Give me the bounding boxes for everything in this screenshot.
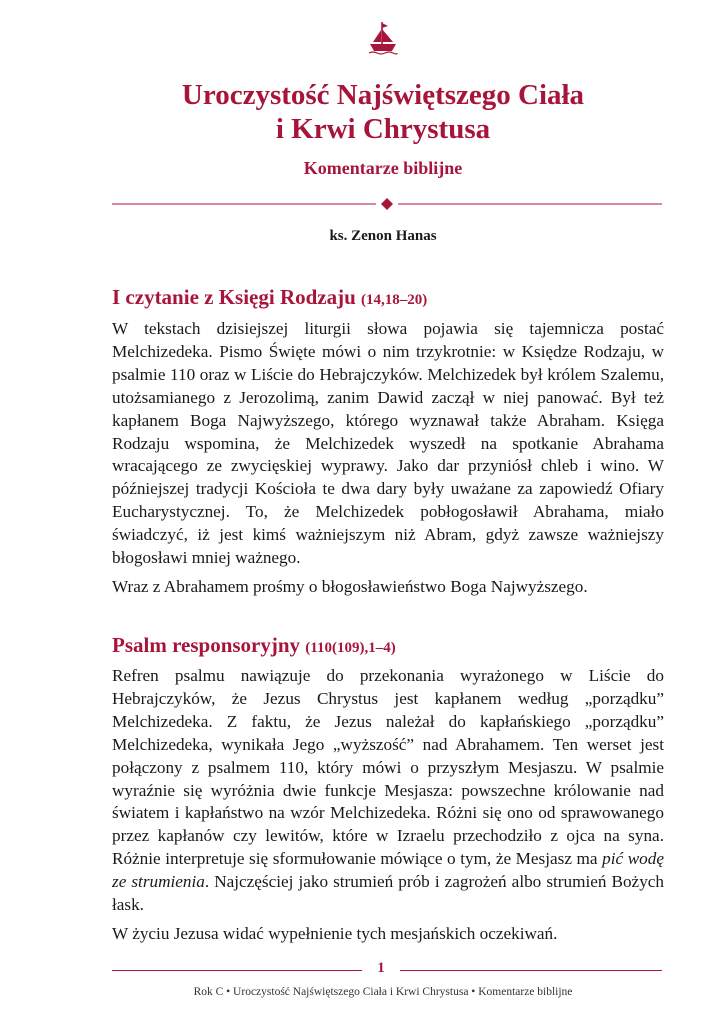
paragraph-text: . Najczęściej jako strumień prób i zagrożeń albo strumień Bożych łask. (112, 872, 665, 915)
page-number: 1 (377, 960, 385, 976)
paragraph: W życiu Jezusa widać wypełnienie tych mesjańskich oczekiwań. (112, 923, 558, 943)
ornamental-divider (112, 196, 662, 212)
ship-icon (367, 20, 399, 56)
section-body-first-reading (112, 318, 664, 599)
section-reference: (110(109),1–4) (305, 640, 396, 656)
paragraph: Wraz z Abrahamem prośmy o błogosławieństwo Boga Najwyższego. (112, 576, 588, 596)
section-reference: (14,18–20) (361, 292, 428, 308)
section-heading-psalm (112, 632, 396, 661)
paragraph-text: Refren psalmu nawiązuje do przekonania wyrażonego w Liście do Hebrajczyków, że Jezus Chrystus jest kapłanem według „porządku” Melchizedeka. Z faktu, że Jezus należał do kapłańskiego „porządku” Melchizedeka, wynikała Jego „wyższość” nad Abrahamem. Ten werset jest połączony z psalmem 110, który mówi o przyszłym Mesjaszu. W psalmie wyraźnie się wyróżnia dwie funkcje Mesjasza: powszechne królowanie nad światem i kapłaństwo na wzór Melchizedeka. Różni się ono od sprawowanego przez kapłanów czy lewitów, które w Izraelu przechodziło z ojca na syna. Różnie interpretuje się sformułowanie mówiące o tym, że Mesjasz ma (112, 666, 664, 869)
page-subtitle: Komentarze biblijne (303, 158, 463, 178)
footer-rule-right (400, 970, 662, 971)
section-title: Psalm responsoryjny (112, 633, 301, 657)
paragraph (112, 665, 664, 917)
page-title (60, 78, 706, 146)
title-line-2: i Krwi Chrystusa (275, 113, 491, 145)
footer-rule-left (112, 970, 362, 971)
paragraph: W tekstach dzisiejszej liturgii słowa pojawia się tajemnicza postać Melchizedeka. Pismo Święte mówi o nim trzykrotnie: w Księdze Rodzaju, w psalmie 110 oraz w Liście do Hebrajczyków. Melchizedek był królem Szalemu, utożsamianego z Jerozolimą, zanim Dawid zaczął w niej panować. Był też kapłanem Boga Najwyższego, którego wyznawał także Abraham. Księga Rodzaju wspomina, że Melchizedek wyszedł na spotkanie Abrahama wracającego ze zwycięskiej wyprawy. Jako dar przyniósł chleb i wino. W późniejszej tradycji Kościoła te dwa dary były uważane za zapowiedź Ofiary Eucharystycznej. To, że Melchizedek pobłogosławił Abrahama, miało świadczyć, iż jest kimś ważniejszym niż Abram, gdyż zawsze ważniejszy błogosławi mniej ważnego. (112, 319, 664, 568)
author-name: ks. Zenon Hanas (329, 228, 437, 244)
paragraph-italic: pić wodę ze strumienia (112, 849, 664, 892)
section-body-psalm (112, 665, 664, 946)
section-title: I czytanie z Księgi Rodzaju (112, 285, 356, 309)
section-heading-first-reading (112, 284, 427, 313)
diamond-icon (381, 198, 393, 210)
title-line-1: Uroczystość Najświętszego Ciała (181, 79, 585, 111)
running-footer: Rok C • Uroczystość Najświętszego Ciała i Krwi Chrystusa • Komentarze biblijne (193, 986, 573, 998)
